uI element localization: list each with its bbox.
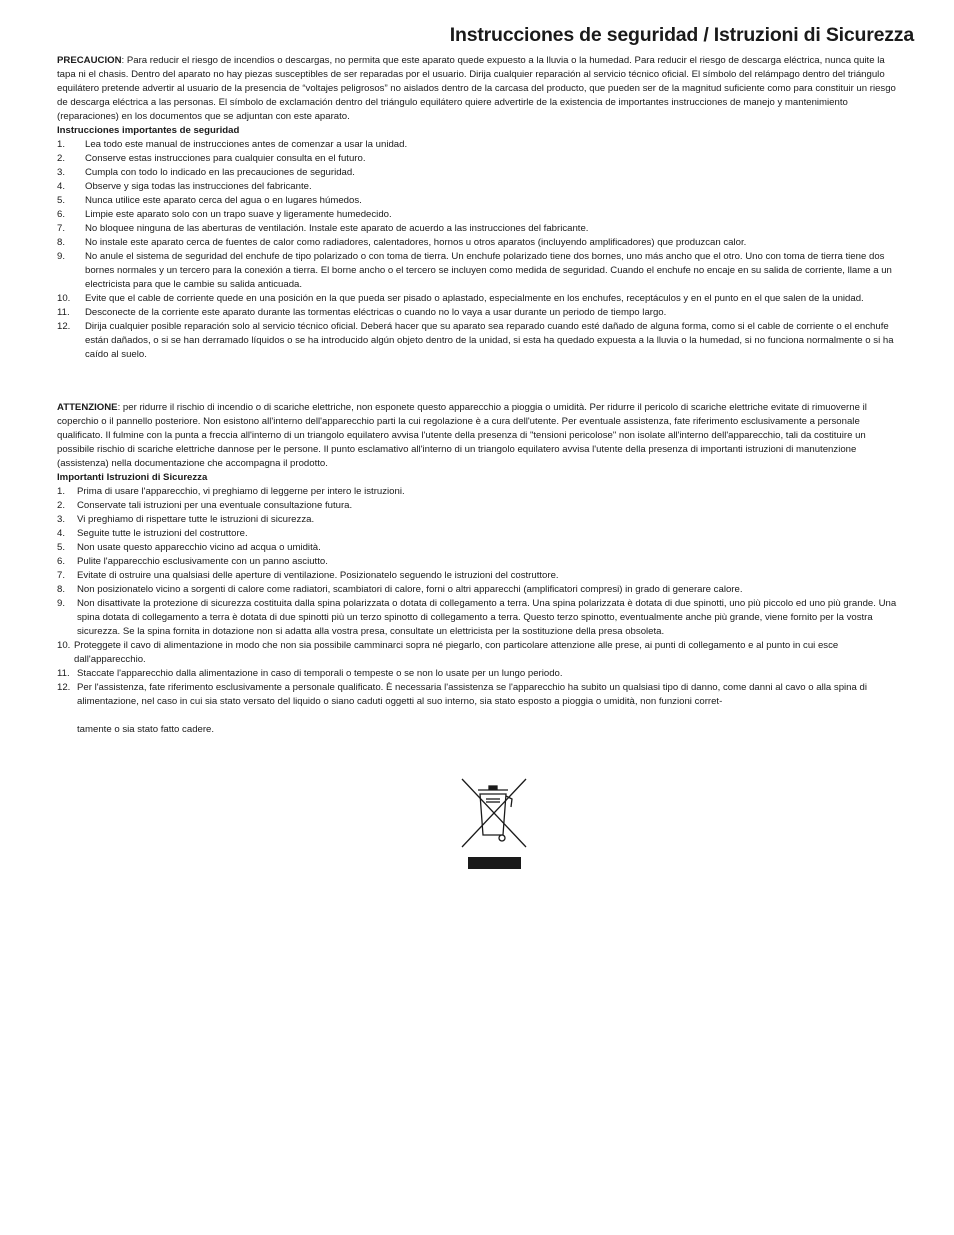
item-number: 11. [57,307,70,318]
item-text: Lea todo este manual de instrucciones antes de comenzar a usar la unidad. [85,139,408,150]
item-text: Non disattivate la protezione di sicurezza costituita dalla spina polarizzata o dotata di collegamento a terra. Una spina polarizzata è dotata di due spinotti, uno più piccolo ed uno più grande. Una spina dotata di collegamento a terra è dotata di due spinotti più un terzo spinotto di collegamento a terra. Questo terzo spinotto, eventualmente anche più grande, viene fornito per la vostra sicurezza. Se la spina fornita in dotazione non si adatta alla vostra presa, consultate un elettricista per la sostituzione della presa obsoleta. [77,598,897,637]
item-number: 1. [57,486,66,497]
item-number: 10. [57,640,71,651]
list-item [57,236,897,250]
list-item [57,527,897,541]
item-number: 5. [57,542,66,553]
item-text: No instale este aparato cerca de fuentes de calor como radiadores, calentadores, hornos u otros aparatos (incluyendo amplificadores) que produzcan calor. [85,237,747,248]
spanish-safety-section [57,54,897,362]
item-number: 8. [57,237,66,248]
list-item [57,583,897,597]
italian-subheading: Importanti Istruzioni di Sicurezza [57,472,208,483]
item-number: 12. [57,321,71,332]
spanish-subheading: Instrucciones importantes de seguridad [57,125,240,136]
item-text: Prima di usare l'apparecchio, vi preghiamo di leggerne per intero le istruzioni. [77,486,405,497]
item-text: Proteggete il cavo di alimentazione in modo che non sia possibile camminarci sopra né piegarlo, con particolare attenzione alle prese, ai punti di collegamento e al punto in cui esce dall'apparecchio. [74,640,839,665]
item-number: 1. [57,139,66,150]
italian-caution-text: : per ridurre il rischio di incendio o di scariche elettriche, non esponete questo apparecchio a pioggia o umidità. Per ridurre il pericolo di scariche elettriche evitate di rimuoverne il coperchio o il pannello posteriore. Non esistono all'interno dell'apparecchio parti la cui regolazione è a cura dell'utente. Per eventuale assistenza, fate riferimento esclusivamente a personale qualificato. Il fulmine con la punta a freccia all'interno di un triangolo equilatero avvisa l'utente della presenza di "tensioni pericolose" non isolate all'interno dell'apparecchio, tali da costituire un possibile rischio di scariche elettriche dannose per le persone. Il punto esclamativo all'interno di un triangolo equilatero avvisa l'utente della presenza di importanti istruzioni di manutenzione (assistenza) nella documentazione che accompagna il prodotto. [57,402,867,469]
item-number: 10. [57,293,71,304]
item-text: Seguite tutte le istruzioni del costruttore. [77,528,248,539]
item-text: Non posizionatelo vicino a sorgenti di calore come radiatori, scambiatori di calore, forni o altri apparecchi (amplificatori compresi) in grado di generare calore. [77,584,743,595]
item-text: Evite que el cable de corriente quede en una posición en la que pueda ser pisado o aplastado, especialmente en los enchufes, receptáculos y en el punto en el que salen de la unidad. [85,293,864,304]
item-text: Evitate di ostruire una qualsiasi delle aperture di ventilazione. Posizionatelo seguendo le istruzioni del costruttore. [77,570,559,581]
item-number: 11. [57,668,70,679]
item-text: Staccate l'apparecchio dalla alimentazione in caso di temporali o tempeste o se non lo usate per un lungo periodo. [77,668,563,679]
list-item [57,541,897,555]
item-number: 8. [57,584,66,595]
list-item [57,485,897,499]
spanish-instructions-list [57,138,897,362]
item-number: 9. [57,251,66,262]
page-title: Instrucciones de seguridad / Istruzioni di Sicurezza [449,24,914,46]
list-item [57,222,897,236]
item-text: Conservate tali istruzioni per una eventuale consultazione futura. [77,500,353,511]
spanish-caution-text: : Para reducir el riesgo de incendios o descargas, no permita que este aparato quede expuesto a la lluvia o la humedad. Para reducir el riesgo de descarga eléctrica, nunca quite la tapa ni el chasis. Dentro del aparato no hay piezas susceptibles de ser reparadas por el usuario. Dirija cualquier reparación al servicio técnico oficial. El símbolo del relámpago dentro del triángulo equilátero pretende advertir al usuario de la presencia de “voltajes peligrosos” no aislados dentro de la carcasa del producto, que pueden ser de la magnitud suficiente como para constituir un riesgo de descarga eléctrica a las personas. El símbolo de exclamación dentro del triángulo equilátero quiere advertirle de la existencia de importantes instrucciones de manejo y mantenimiento (reparaciones) en los documentos que se adjuntan con este aparato. [57,55,896,122]
item-text: Desconecte de la corriente este aparato durante las tormentas eléctricas o cuando no lo vaya a usar durante un periodo de tiempo largo. [85,307,667,318]
list-item [57,320,897,362]
item-text: No anule el sistema de seguridad del enchufe de tipo polarizado o con toma de tierra. Un enchufe polarizado tiene dos bornes, uno más ancho que el otro. Uno con toma de tierra tiene dos bornes normales y un tercero para la conexión a tierra. El borne ancho o el tercero se incluyen como medida de seguridad. Cuando el enchufe no encaje en su salida de corriente, llame a un electricista para que le cambie su salida anticuada. [85,251,892,290]
list-item [57,152,897,166]
list-item [57,292,897,306]
item-text: No bloquee ninguna de las aberturas de ventilación. Instale este aparato de acuerdo a las instrucciones del fabricante. [85,223,589,234]
list-item [57,569,897,583]
spanish-caution-label: PRECAUCION [57,55,122,66]
item-number: 6. [57,209,66,220]
item-text: Observe y siga todas las instrucciones del fabricante. [85,181,312,192]
list-item [57,499,897,513]
item-text: Dirija cualquier posible reparación solo al servicio técnico oficial. Deberá hacer que su aparato sea reparado cuando esté dañado de alguna forma, como si el cable de corriente o el enchufe están dañados, o si se han derramado líquidos o se ha introducido algún objeto dentro de la unidad, si esta ha quedado expuesta a la lluvia o la humedad, si no funciona normalmente o si ha caído al suelo. [85,321,894,360]
list-item [57,208,897,222]
item-text: Pulite l'apparecchio esclusivamente con un panno asciutto. [77,556,328,567]
crossed-out-wheelie-bin-icon [456,777,532,873]
italian-item-12-continuation: tamente o sia stato fatto cadere. [77,724,215,735]
item-number: 7. [57,223,66,234]
list-item [57,597,897,639]
italian-instructions-list [57,485,897,709]
list-item [57,250,897,292]
item-number: 4. [57,181,66,192]
item-number: 2. [57,153,66,164]
item-number: 4. [57,528,66,539]
list-item [57,194,897,208]
item-number: 7. [57,570,66,581]
list-item [57,138,897,152]
item-text: Per l'assistenza, fate riferimento esclusivamente a personale qualificato. È necessaria l'assistenza se l'apparecchio ha subito un qualsiasi tipo di danno, come danni al cavo o alla spina di alimentazione, nel caso in cui sia stato versato del liquido o siano caduti oggetti al suo interno, sia stato esposto a pioggia o umidità, non funzioni corret- [77,682,867,707]
spanish-caution-paragraph [57,54,897,124]
italian-caution-paragraph [57,401,897,471]
list-item [57,555,897,569]
list-item [57,639,897,667]
item-number: 12. [57,682,71,693]
list-item [57,166,897,180]
item-number: 5. [57,195,66,206]
item-text: Vi preghiamo di rispettare tutte le istruzioni di sicurezza. [77,514,315,525]
item-number: 3. [57,167,66,178]
list-item [57,667,897,681]
item-number: 9. [57,598,66,609]
item-text: Limpie este aparato solo con un trapo suave y ligeramente humedecido. [85,209,392,220]
item-text: Nunca utilice este aparato cerca del agua o en lugares húmedos. [85,195,362,206]
list-item [57,306,897,320]
italian-caution-label: ATTENZIONE [57,402,118,413]
item-text: Non usate questo apparecchio vicino ad acqua o umidità. [77,542,321,553]
italian-safety-section [57,401,897,737]
list-item [57,681,897,709]
list-item [57,513,897,527]
item-number: 3. [57,514,66,525]
item-text: Conserve estas instrucciones para cualquier consulta en el futuro. [85,153,366,164]
item-text: Cumpla con todo lo indicado en las precauciones de seguridad. [85,167,355,178]
item-number: 6. [57,556,66,567]
item-number: 2. [57,500,66,511]
list-item [57,180,897,194]
